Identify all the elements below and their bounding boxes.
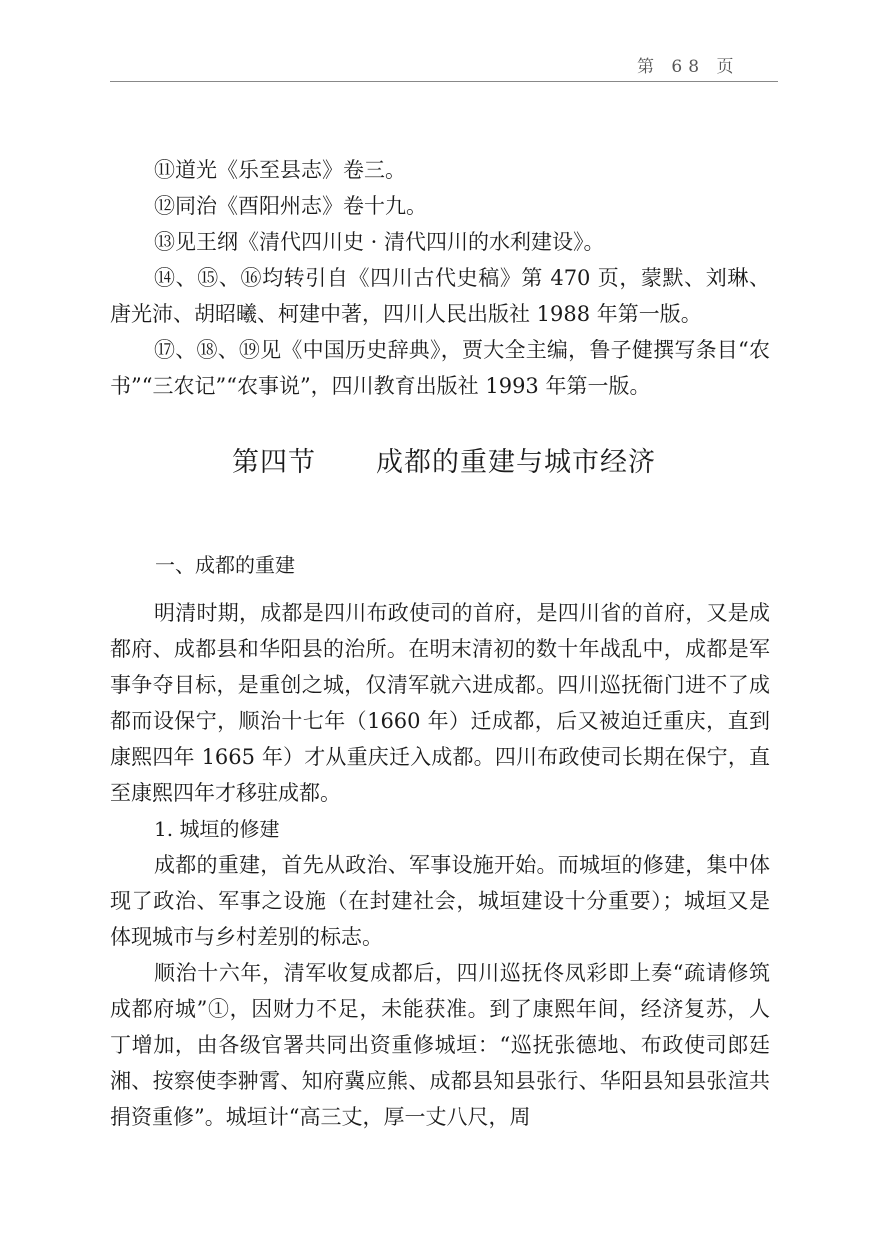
paragraph-2: 成都的重建，首先从政治、军事设施开始。而城垣的修建，集中体现了政治、军事之设施（在封建社会，城垣建设十分重要）；城垣又是体现城市与乡村差别的标志。 (110, 853, 770, 949)
footnote-12: ⑫同治《酉阳州志》卷十九。 (154, 194, 427, 218)
page-number: 第 68 页 (637, 57, 740, 77)
subsection-1-title: 1. 城垣的修建 (154, 817, 280, 841)
section-number: 第四节 (232, 447, 316, 478)
footnote-17-19: ⑰、⑱、⑲见《中国历史辞典》，贾大全主编，鲁子健撰写条目“农书”“三农记”“农事说”，四川教育出版社 1993 年第一版。 (110, 338, 770, 398)
footnote-block (110, 152, 770, 404)
footnote-11: ⑪道光《乐至县志》卷三。 (154, 158, 406, 182)
main-text (110, 595, 770, 1135)
paragraph-1: 明清时期，成都是四川布政使司的首府，是四川省的首府，又是成都府、成都县和华阳县的治所。在明末清初的数十年战乱中，成都是军事争夺目标，是重创之城，仅清军就六进成都。四川巡抚衙门进不了成都而设保宁，顺治十七年（1660 年）迁成都，后又被迫迁重庆，直到康熙四年 1665 年）才从重庆迁入成都。四川布政使司长期在保宁，直至康熙四年才移驻成都。 (110, 601, 770, 805)
section-heading: 成都的重建与城市经济 (376, 447, 656, 478)
footnote-13: ⑬见王纲《清代四川史 · 清代四川的水利建设》。 (154, 230, 605, 254)
paragraph-3: 顺治十六年，清军收复成都后，四川巡抚佟凤彩即上奏“疏请修筑成都府城”①，因财力不足，未能获准。到了康熙年间，经济复苏，人丁增加，由各级官署共同出资重修城垣：“巡抚张德地、布政使司郎廷湘、按察使李翀霄、知府冀应熊、成都县知县张行、华阳县知县张渲共捐资重修”。城垣计“高三丈，厚一丈八尺，周 (110, 961, 770, 1129)
subsection-title: 一、成都的重建 (155, 553, 295, 577)
footnote-14-16: ⑭、⑮、⑯均转引自《四川古代史稿》第 470 页，蒙默、刘琳、唐光沛、胡昭曦、柯建中著，四川人民出版社 1988 年第一版。 (110, 266, 770, 326)
header-rule (110, 81, 778, 82)
section-title (0, 440, 888, 479)
